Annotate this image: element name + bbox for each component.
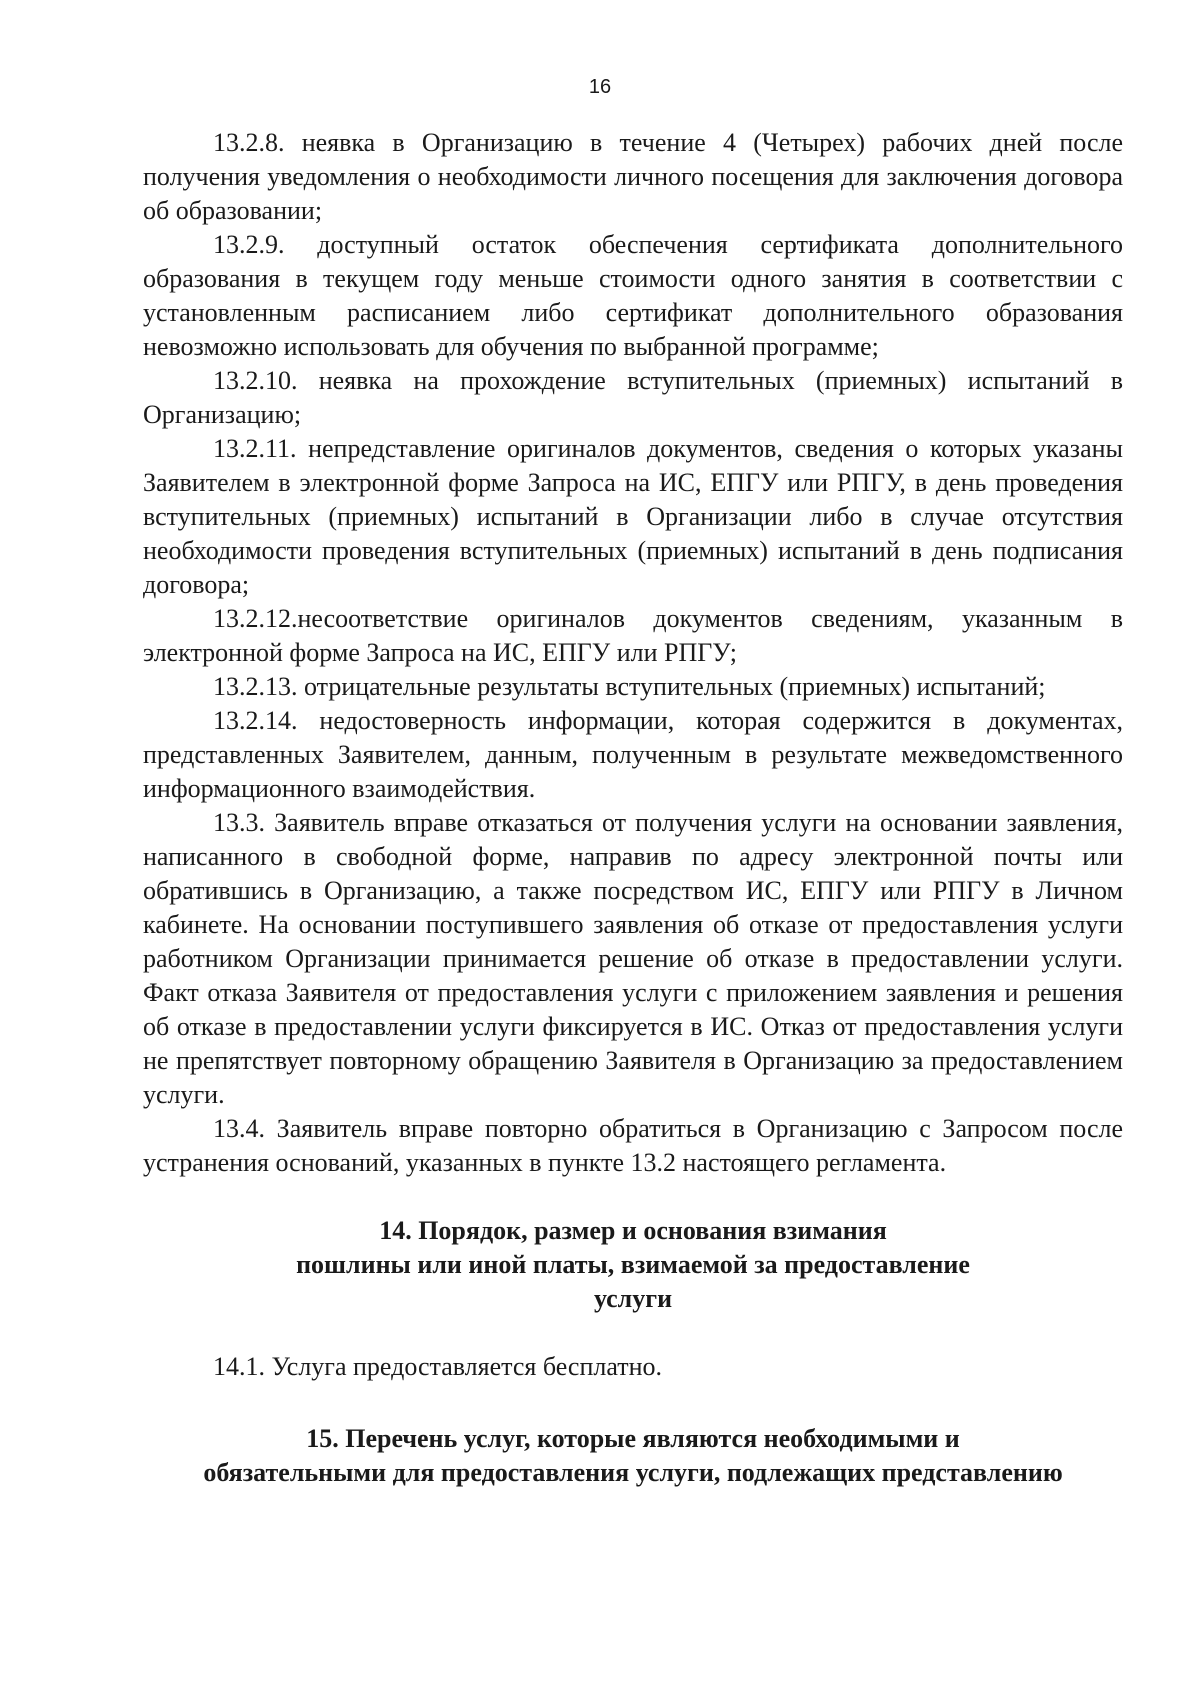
section-14-heading-line: 14. Порядок, размер и основания взимания bbox=[379, 1216, 887, 1245]
section-15-heading bbox=[143, 1422, 1123, 1490]
paragraph-13-2-12: 13.2.12.несоответствие оригиналов документов сведениям, указанным в электронной форме Запроса на ИС, ЕПГУ или РПГУ; bbox=[143, 604, 1123, 667]
paragraph-13-2-14: 13.2.14. недостоверность информации, которая содержится в документах, представленных Заявителем, данным, полученным в результате межведомственного информационного взаимодействия. bbox=[143, 706, 1123, 803]
section-14-heading bbox=[143, 1214, 1123, 1316]
section-14-heading-line: пошлины или иной платы, взимаемой за предоставление bbox=[296, 1250, 970, 1279]
paragraph-13-2-9: 13.2.9. доступный остаток обеспечения сертификата дополнительного образования в текущем году меньше стоимости одного занятия в соответствии с установленным расписанием либо сертификат дополнительного образования невозможно использовать для обучения по выбранной программе; bbox=[143, 230, 1123, 361]
document-body bbox=[143, 126, 1123, 1490]
section-15-heading-line: 15. Перечень услуг, которые являются необходимыми и bbox=[306, 1424, 960, 1453]
paragraph-13-2-10: 13.2.10. неявка на прохождение вступительных (приемных) испытаний в Организацию; bbox=[143, 366, 1123, 429]
section-15-heading-line: обязательными для предоставления услуги, подлежащих представлению bbox=[203, 1458, 1063, 1487]
paragraph-13-2-8: 13.2.8. неявка в Организацию в течение 4 (Четырех) рабочих дней после получения уведомления о необходимости личного посещения для заключения договора об образовании; bbox=[143, 128, 1123, 225]
section-14-heading-line: услуги bbox=[593, 1284, 673, 1313]
paragraph-14-1: 14.1. Услуга предоставляется бесплатно. bbox=[213, 1352, 662, 1381]
paragraph-13-2-11: 13.2.11. непредставление оригиналов документов, сведения о которых указаны Заявителем в электронной форме Запроса на ИС, ЕПГУ или РПГУ, в день проведения вступительных (приемных) испытаний в Организации либо в случае отсутствия необходимости проведения вступительных (приемных) испытаний в день подписания договора; bbox=[143, 434, 1123, 599]
paragraph-13-3: 13.3. Заявитель вправе отказаться от получения услуги на основании заявления, написанного в свободной форме, направив по адресу электронной почты или обратившись в Организацию, а также посредством ИС, ЕПГУ или РПГУ в Личном кабинете. На основании поступившего заявления об отказе от предоставления услуги работником Организации принимается решение об отказе в предоставлении услуги. Факт отказа Заявителя от предоставления услуги с приложением заявления и решения об отказе в предоставлении услуги фиксируется в ИС. Отказ от предоставления услуги не препятствует повторному обращению Заявителя в Организацию за предоставлением услуги. bbox=[143, 808, 1123, 1109]
paragraph-13-2-13: 13.2.13. отрицательные результаты вступительных (приемных) испытаний; bbox=[213, 672, 1046, 701]
paragraph-13-4: 13.4. Заявитель вправе повторно обратиться в Организацию с Запросом после устранения оснований, указанных в пункте 13.2 настоящего регламента. bbox=[143, 1114, 1123, 1177]
page-number: 16 bbox=[588, 76, 612, 98]
